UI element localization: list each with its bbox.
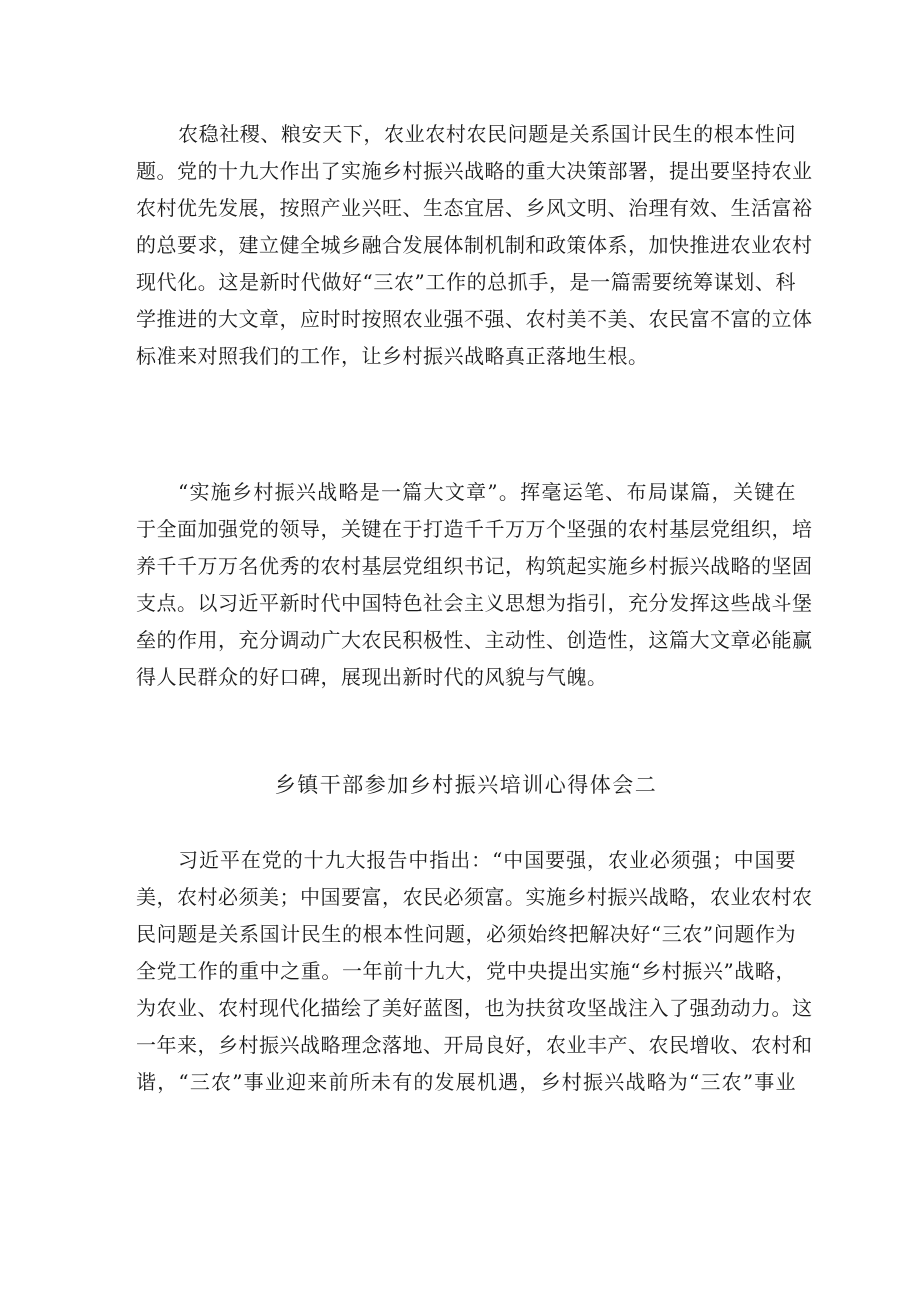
paragraph-line: 支点。以习近平新时代中国特色社会主义思想为指引，充分发挥这些战斗堡 [136,591,813,615]
paragraph-line: 美，农村必须美；中国要富，农民必须富。实施乡村振兴战略，农业农村农 [136,885,813,909]
paragraph-line: “实施乡村振兴战略是一篇大文章”。挥毫运笔、布局谋篇，关键在 [178,480,796,504]
paragraph-line: 习近平在党的十九大报告中指出：“中国要强，农业必须强；中国要 [178,848,796,872]
paragraph-line: 于全面加强党的领导，关键在于打造千千万万个坚强的农村基层党组织，培 [136,517,813,541]
paragraph-line: 全党工作的重中之重。一年前十九大，党中央提出实施“乡村振兴”战略， [136,959,796,983]
section-heading: 乡镇干部参加乡村振兴培训心得体会二 [274,773,658,797]
paragraph-line: 一年来，乡村振兴战略理念落地、开局良好，农业丰产、农民增收、农村和 [136,1033,813,1057]
paragraph-line: 现代化。这是新时代做好“三农”工作的总抓手，是一篇需要统筹谋划、科 [136,270,796,294]
paragraph-line: 学推进的大文章，应时时按照农业强不强、农村美不美、农民富不富的立体 [136,307,813,331]
paragraph-line: 得人民群众的好口碑，展现出新时代的风貌与气魄。 [136,665,608,689]
paragraph-line: 题。党的十九大作出了实施乡村振兴战略的重大决策部署，提出要坚持农业 [136,159,813,183]
paragraph-line: 谐，“三农”事业迎来前所未有的发展机遇，乡村振兴战略为“三农”事业 [136,1070,796,1094]
paragraph-1 [136,116,813,375]
paragraph-line: 农村优先发展，按照产业兴旺、生态宜居、乡风文明、治理有效、生活富裕 [136,196,813,220]
paragraph-line: 农稳社稷、粮安天下，农业农村农民问题是关系国计民生的根本性问 [178,122,796,146]
paragraph-line: 的总要求，建立健全城乡融合发展体制机制和政策体系，加快推进农业农村 [136,233,813,257]
paragraph-2 [136,474,813,696]
paragraph-line: 垒的作用，充分调动广大农民积极性、主动性、创造性，这篇大文章必能赢 [136,628,813,652]
paragraph-line: 标准来对照我们的工作，让乡村振兴战略真正落地生根。 [136,344,649,368]
paragraph-line: 养千千万万名优秀的农村基层党组织书记，构筑起实施乡村振兴战略的坚固 [136,554,813,578]
paragraph-line: 民问题是关系国计民生的根本性问题，必须始终把解决好“三农”问题作为 [136,922,796,946]
paragraph-line: 为农业、农村现代化描绘了美好蓝图，也为扶贫攻坚战注入了强劲动力。这 [136,996,813,1020]
paragraph-3 [136,842,813,1101]
